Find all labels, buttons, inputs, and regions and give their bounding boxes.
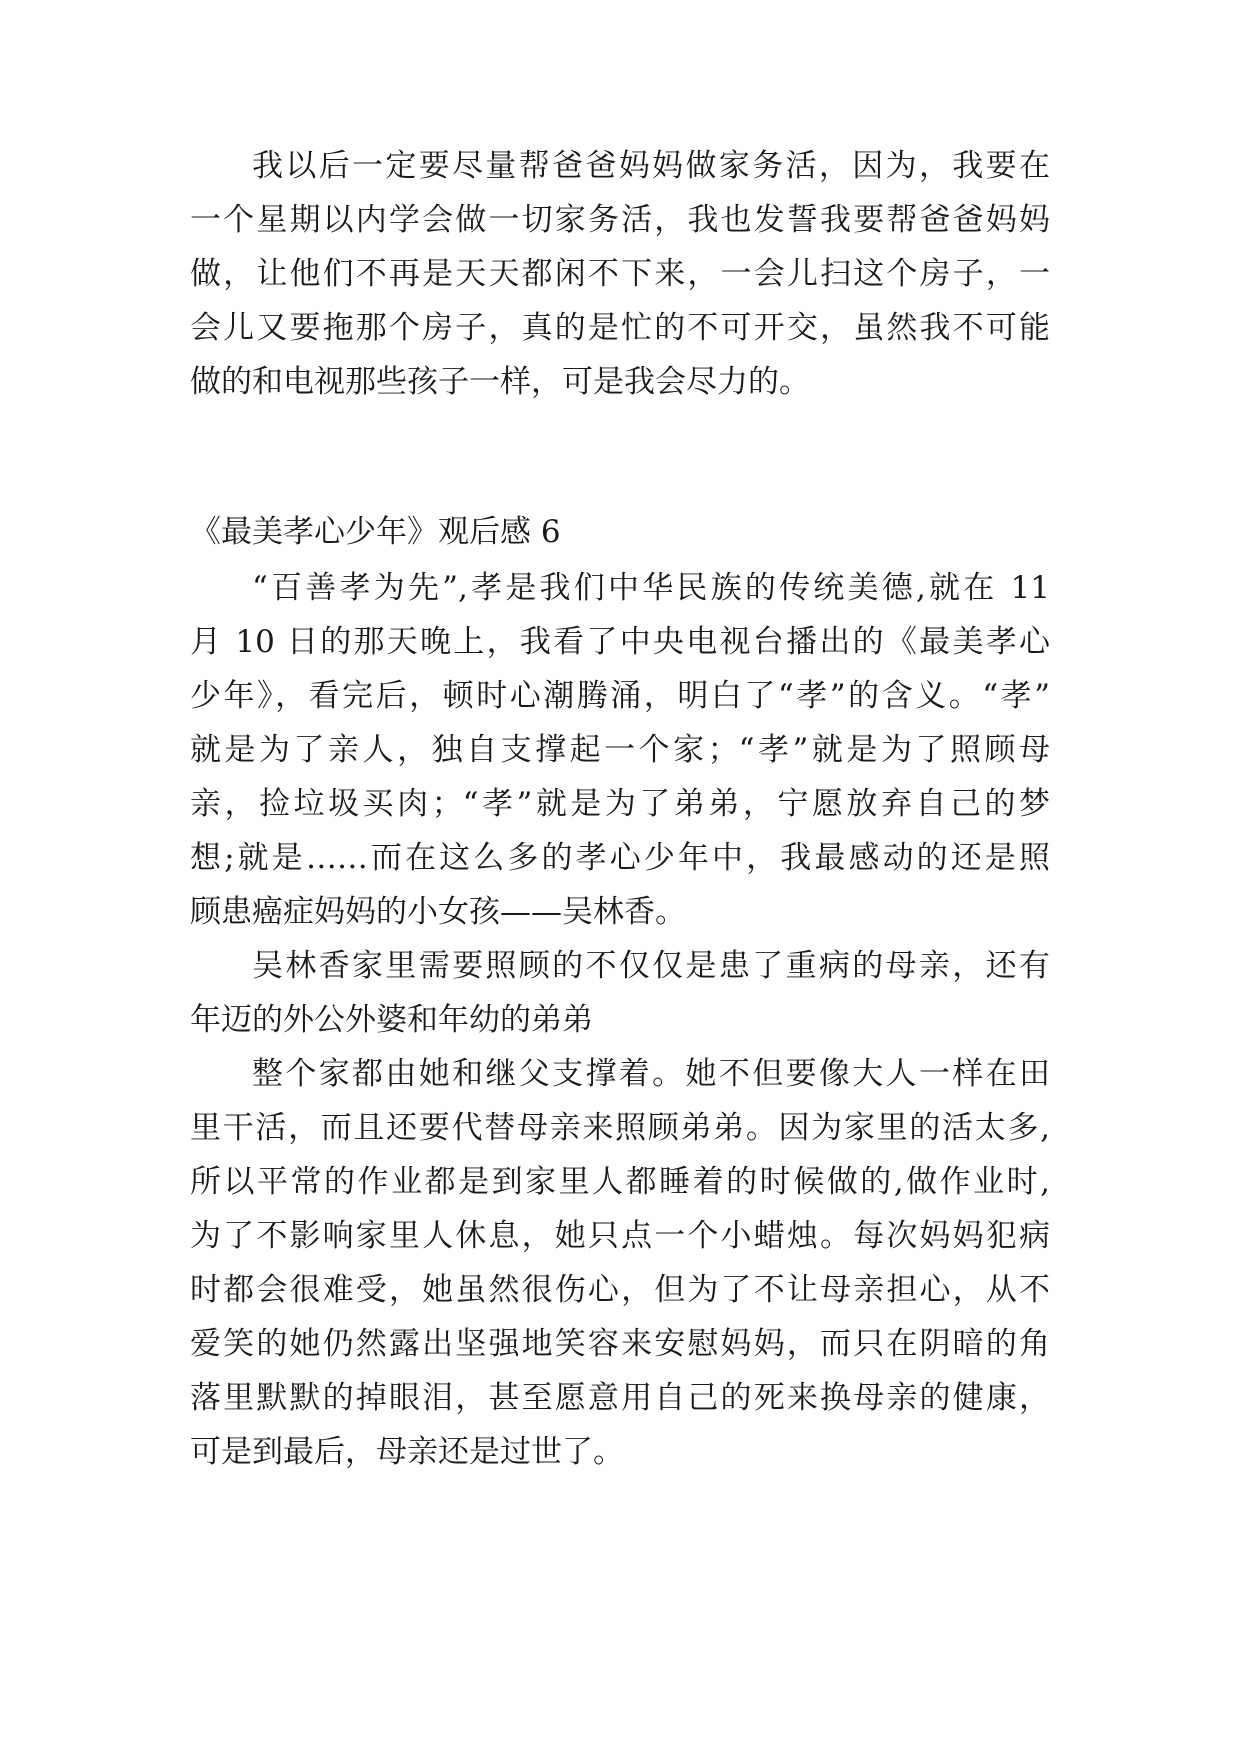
paragraph-1-line-4: 会儿又要拖那个房子，真的是忙的不可开交，虽然我不可能 xyxy=(190,310,1050,346)
paragraph-4-line-3: 所以平常的作业都是到家里人都睡着的时候做的,做作业时, xyxy=(190,1164,1050,1200)
paragraph-4-line-8: 可是到最后，母亲还是过世了。 xyxy=(190,1434,624,1470)
paragraph-2-line-1: “百善孝为先”,孝是我们中华民族的传统美德,就在 11 xyxy=(252,570,1050,606)
paragraph-4-line-2: 里干活，而且还要代替母亲来照顾弟弟。因为家里的活太多, xyxy=(190,1110,1050,1146)
paragraph-1-line-1: 我以后一定要尽量帮爸爸妈妈做家务活，因为，我要在 xyxy=(252,148,1050,184)
paragraph-2-line-5: 亲，捡垃圾买肉；“孝”就是为了弟弟，宁愿放弃自己的梦 xyxy=(190,786,1050,822)
paragraph-1-line-3: 做，让他们不再是天天都闲不下来，一会儿扫这个房子，一 xyxy=(190,256,1050,292)
paragraph-2-line-7: 顾患癌症妈妈的小女孩——吴林香。 xyxy=(190,894,686,930)
paragraph-1-line-2: 一个星期以内学会做一切家务活，我也发誓我要帮爸爸妈妈 xyxy=(190,202,1050,238)
section-title: 《最美孝心少年》观后感 6 xyxy=(190,514,561,550)
paragraph-2-line-3: 少年》，看完后，顿时心潮腾涌，明白了“孝”的含义。“孝” xyxy=(190,678,1050,714)
paragraph-4-line-1: 整个家都由她和继父支撑着。她不但要像大人一样在田 xyxy=(252,1056,1050,1092)
paragraph-2-line-4: 就是为了亲人，独自支撑起一个家；“孝”就是为了照顾母 xyxy=(190,732,1050,768)
paragraph-2-line-6: 想;就是……而在这么多的孝心少年中，我最感动的还是照 xyxy=(190,840,1050,876)
paragraph-4-line-7: 落里默默的掉眼泪，甚至愿意用自己的死来换母亲的健康， xyxy=(190,1380,1050,1416)
paragraph-3-line-2: 年迈的外公外婆和年幼的弟弟 xyxy=(190,1002,593,1038)
paragraph-4-line-6: 爱笑的她仍然露出坚强地笑容来安慰妈妈，而只在阴暗的角 xyxy=(190,1326,1050,1362)
paragraph-4-line-5: 时都会很难受，她虽然很伤心，但为了不让母亲担心，从不 xyxy=(190,1272,1050,1308)
paragraph-2-line-2: 月 10 日的那天晚上，我看了中央电视台播出的《最美孝心 xyxy=(190,624,1050,660)
paragraph-1-line-5: 做的和电视那些孩子一样，可是我会尽力的。 xyxy=(190,364,810,400)
paragraph-4-line-4: 为了不影响家里人休息，她只点一个小蜡烛。每次妈妈犯病 xyxy=(190,1218,1050,1254)
paragraph-3-line-1: 吴林香家里需要照顾的不仅仅是患了重病的母亲，还有 xyxy=(252,948,1050,984)
